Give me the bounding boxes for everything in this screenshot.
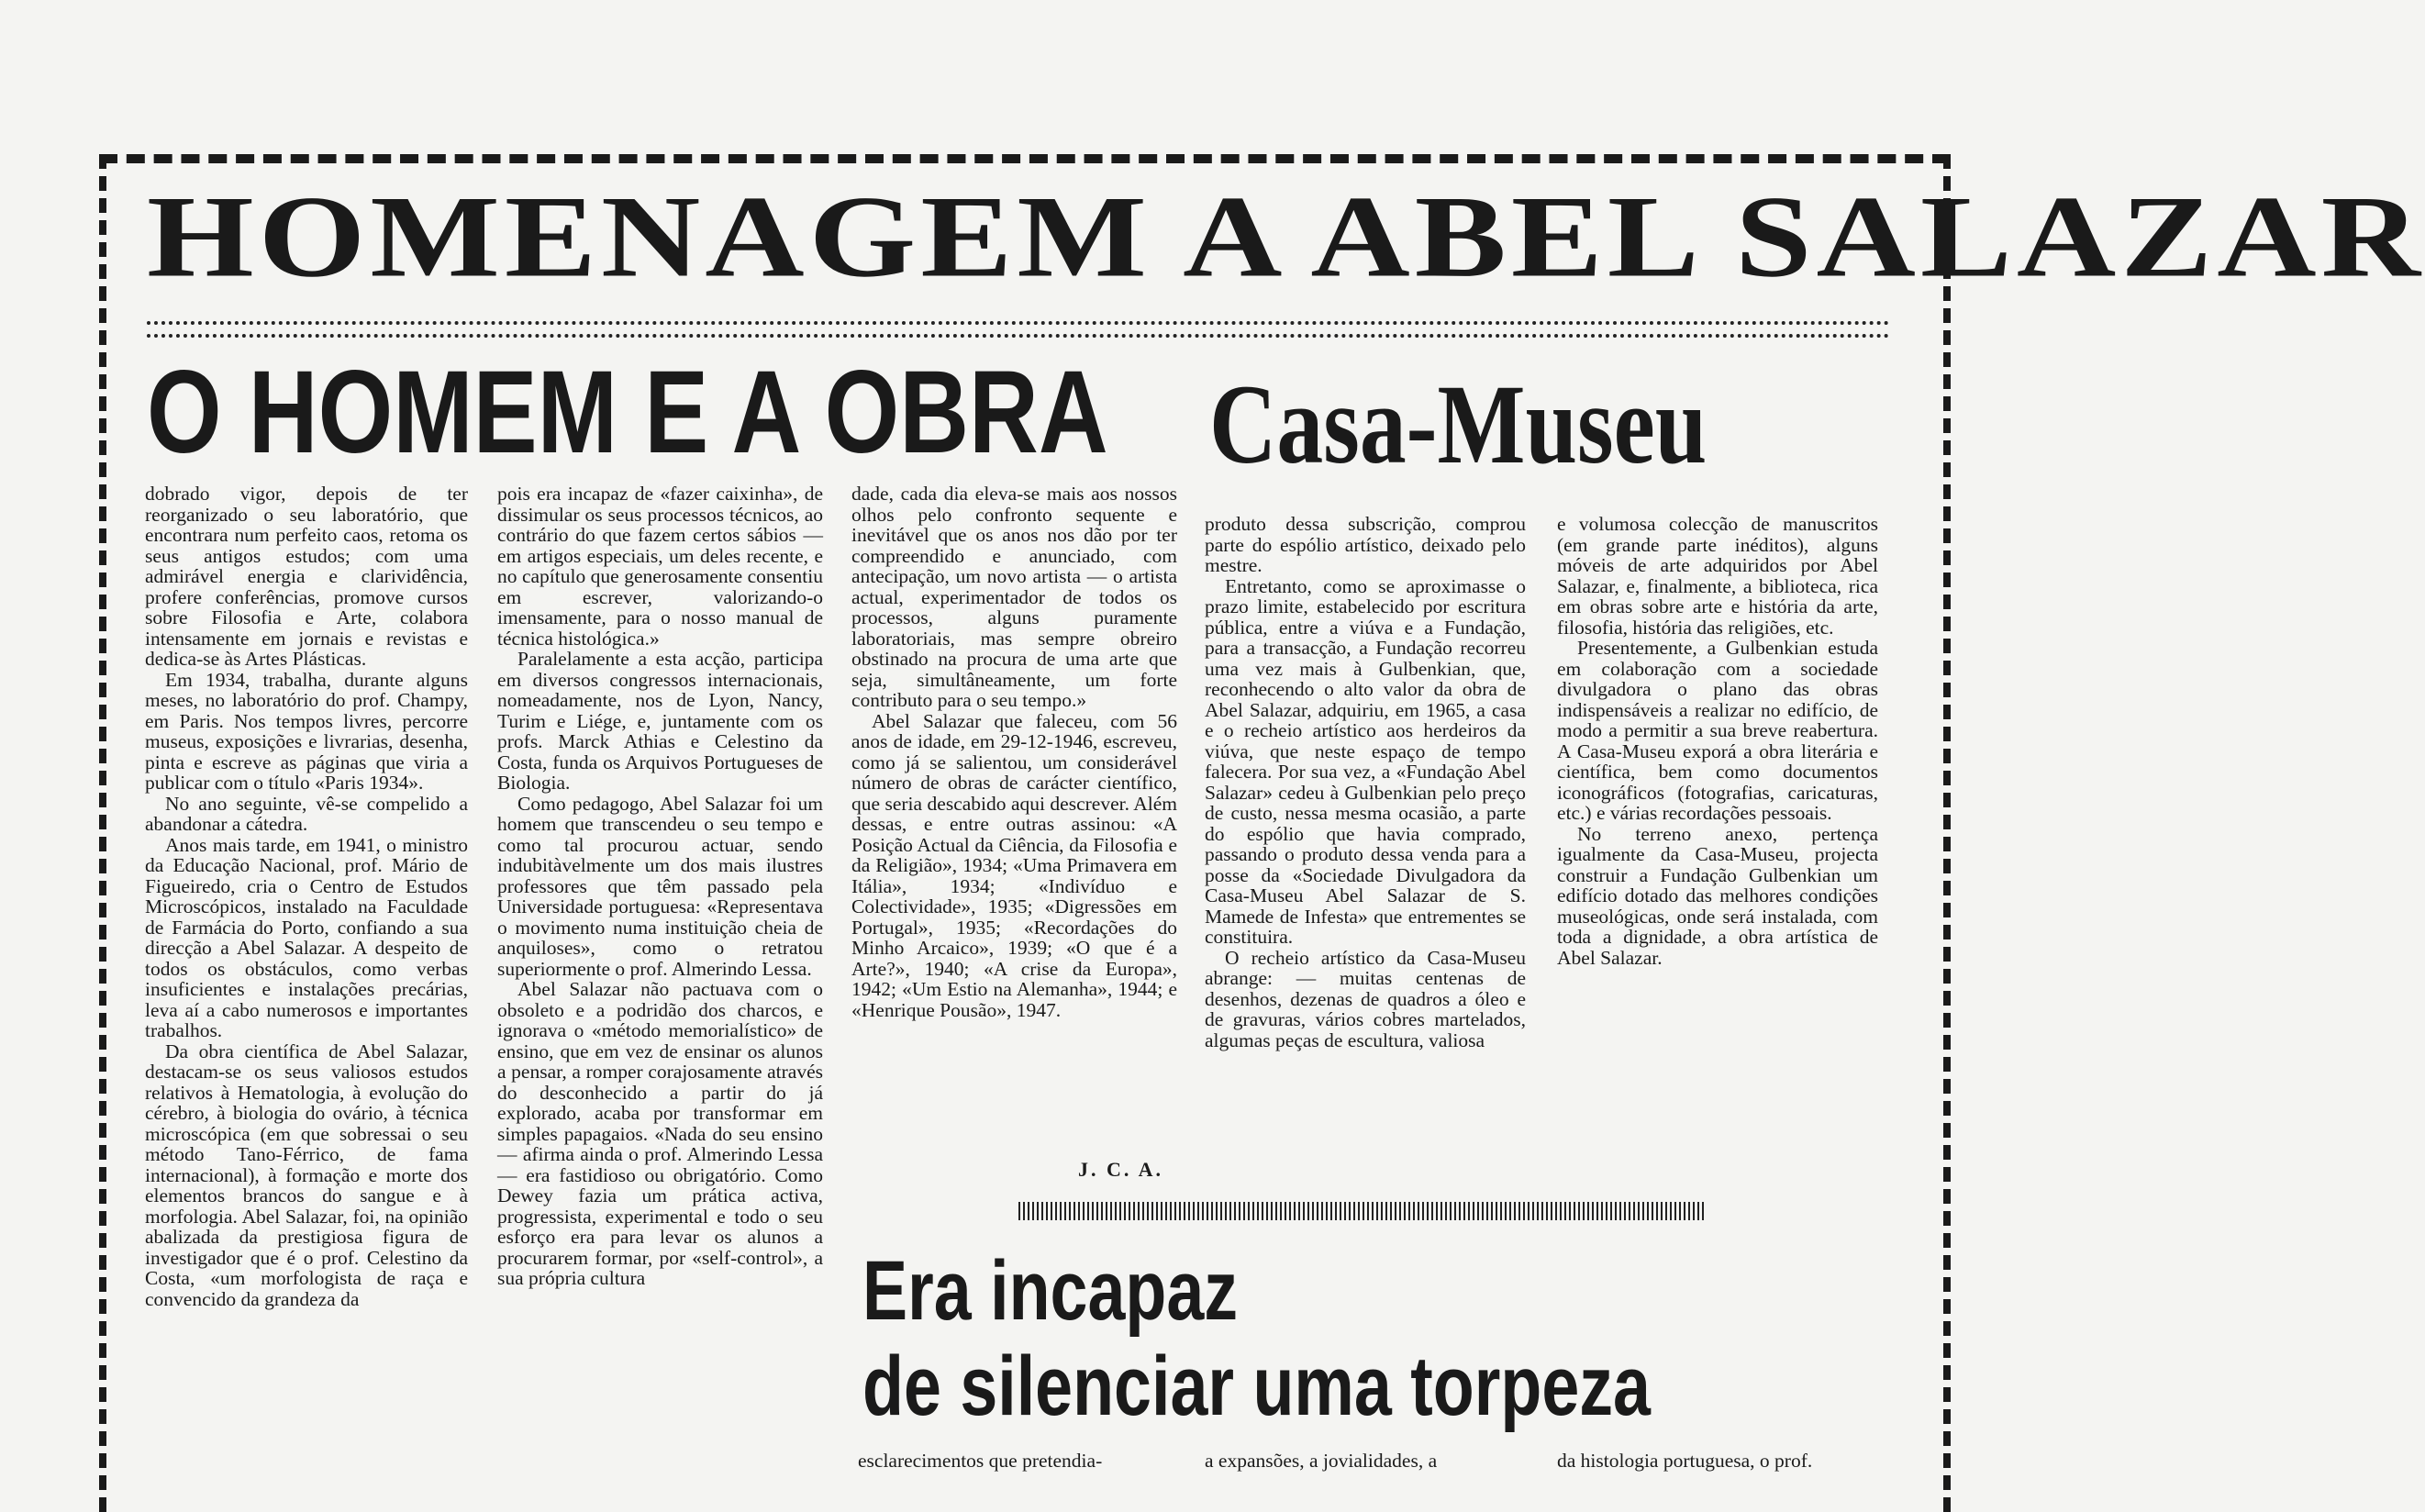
paragraph: produto dessa subscrição, comprou parte do espólio artístico, deixado pelo mestre. (1205, 513, 1526, 576)
second-headline (862, 1243, 1651, 1434)
paragraph: Anos mais tarde, em 1941, o ministro da Educação Nacional, prof. Mário de Figueiredo, cria o Centro de Estudos Microscópicos, instalado na Faculdade de Farmácia do Porto, confiando a sua direcção a Abel Salazar. A despeito de todos os obstáculos, como verbas insuficientes e instalações precárias, leva aí a cabo numerosos e importantes trabalhos. (145, 833, 468, 1041)
bottom-snippet-3: da histologia portuguesa, o prof. (1557, 1450, 1813, 1472)
column-3 (851, 484, 1177, 1153)
paragraph: O recheio artístico da Casa-Museu abrange: — muitas centenas de desenhos, dezenas de quadros a óleo e de gravuras, vários cobres martelados, algumas peças de escultura, valiosa (1205, 946, 1526, 1051)
paragraph: No ano seguinte, vê-se compelido a abandonar a cátedra. (145, 792, 468, 835)
headline-divider (147, 321, 1890, 338)
paragraph: Como pedagogo, Abel Salazar foi um homem que transcendeu o seu tempo e como tal procurou actuar, sendo indubitàvelmente um dos mais ilustres professores que têm passado pela Universidade portuguesa: «Representava o movimento numa instituição cheia de anquiloses», como o retratou superiormente o prof. Almerindo Lessa. (497, 792, 823, 980)
paragraph: Em 1934, trabalha, durante alguns meses, no laboratório do prof. Champy, em Paris. Nos tempos livres, percorre museus, exposições e livrarias, desenha, pinta e escreve as páginas que viria a publicar com o título «Paris 1934». (145, 668, 468, 794)
paragraph: dobrado vigor, depois de ter reorganizado o seu laboratório, que encontrara num perfeito caos, retoma os seus antigos estudos; com uma admirável energia e clarividência, profere conferências, promove cursos sobre Filosofia e Arte, colabora intensamente em jornais e revistas e dedica-se às Artes Plásticas. (145, 483, 468, 670)
column-4 (1205, 514, 1526, 1188)
paragraph: Abel Salazar não pactuava com o obsoleto e a podridão dos charcos, e ignorava o «método memorialístico» de ensino, que em vez de ensinar os alunos a pensar, a romper corajosamente através do desconhecido a partir do já explorado, acaba por transformar em simples papagaios. «Nada do seu ensino — afirma ainda o prof. Almerindo Lessa — era fastidioso ou obrigatório. Como Dewey fazia um prática activa, progressista, experimental e todo o seu esforço era para levar os alunos a procurarem formar, por «self-control», a sua própria cultura (497, 978, 823, 1289)
paragraph: Entretanto, como se aproximasse o prazo limite, estabelecido por escritura pública, entre a viúva e a Fundação, para a transacção, a Fundação recorreu uma vez mais à Gulbenkian, que, reconhecendo o alto valor da obra de Abel Salazar, adquiriu, em 1965, a casa e o recheio artístico aos herdeiros da viúva, que neste espaço de tempo falecera. Por sua vez, a «Fundação Abel Salazar» cedeu à Gulbenkian pelo preço de custo, nessa mesma ocasião, a parte do espólio que havia comprado, passando o produto dessa venda para a posse da «Sociedade Divulgadora da Casa-Museu Abel Salazar de S. Mamede de Infesta» que entrementes se constituira. (1205, 574, 1526, 948)
headline: HOMENAGEM A ABEL SALAZAR (147, 172, 2425, 302)
column-5 (1557, 514, 1878, 1188)
subhead-left: O HOMEM E A OBRA (147, 347, 1108, 478)
paragraph: dade, cada dia eleva-se mais aos nossos olhos pelo confronto sequente e inevitável que os anos nos dão por ter compreendido e anunciado, com antecipação, um novo artista — o artista actual, experimentador de todos os processos, alguns puramente laboratoriais, mas sempre obreiro obstinado na procura de uma arte que seja, simultâneamente, um forte contributo para o seu tempo.» (851, 483, 1177, 711)
separator-bar (1018, 1202, 1707, 1220)
column-2 (497, 484, 823, 1500)
paragraph: Presentemente, a Gulbenkian estuda em colaboração com a sociedade divulgadora o plano das obras indispensáveis a realizar no edifício, de modo a permitir a sua breve reabertura. A Casa-Museu exporá a obra literária e científica, bem como documentos iconográficos (fotografias, caricaturas, etc.) e várias recordações pessoais. (1557, 637, 1878, 824)
column-1 (145, 484, 468, 1500)
paragraph: pois era incapaz de «fazer caixinha», de dissimular os seus processos técnicos, ao contrário do que fazem certos sábios — em artigos especiais, um deles recente, e no capítulo que generosamente consentiu em escrever, valorizando-o imensamente, para o nosso manual de técnica histológica.» (497, 483, 823, 650)
bottom-snippet-1: esclarecimentos que pretendia- (858, 1450, 1103, 1472)
paragraph: Paralelamente a esta acção, participa em diversos congressos internacionais, nomeadamente, nos de Lyon, Nancy, Turim e Liége, e, juntamente com os profs. Marck Athias e Celestino da Costa, funda os Arquivos Portugueses de Biologia. (497, 648, 823, 794)
paragraph: Abel Salazar que faleceu, com 56 anos de idade, em 29-12-1946, escreveu, como já se salientou, um considerável número de obras de carácter científico, que seria descabido aqui descrever. Além dessas, e entre outras assinou: «A Posição Actual da Ciência, da Filosofia e da Religião», 1934; «Uma Primavera em Itália», 1934; «Indivíduo e Colectividade», 1935; «Digressões em Portugal», 1935; «Recordações do Minho Arcaico», 1939; «O que é a Arte?», 1940; «A crise da Europa», 1942; «Um Estio na Alemanha», 1944; e «Henrique Pousão», 1947. (851, 709, 1177, 1021)
second-headline-line-2: de silenciar uma torpeza (862, 1340, 1651, 1433)
paragraph: Da obra científica de Abel Salazar, destacam-se os seus valiosos estudos relativos à Hematologia, à evolução do cérebro, à biologia do ovário, à técnica microscópica (em que sobressai o seu método Tano-Férrico, de fama internacional), à formação e morte dos elementos brancos do sangue e à morfologia. Abel Salazar, foi, na opinião abalizada da prestigiosa figura de investigador que é o prof. Celestino da Costa, «um morfologista de raça e convencido da grandeza da (145, 1040, 468, 1310)
bottom-snippet-2: a expansões, a jovialidades, a (1205, 1450, 1438, 1472)
subhead-right: Casa-Museu (1209, 361, 1708, 487)
byline: J. C. A. (1078, 1158, 1164, 1181)
second-headline-line-1: Era incapaz (862, 1244, 1239, 1338)
paragraph: No terreno anexo, pertença igualmente da Casa-Museu, projecta construir a Fundação Gulbenkian um edifício dotado das melhores condições museológicas, onde será instalada, com toda a dignidade, a obra artística de Abel Salazar. (1557, 822, 1878, 969)
paragraph: e volumosa colecção de manuscritos (em grande parte inéditos), alguns móveis de arte adquiridos por Abel Salazar, e, finalmente, a biblioteca, rica em obras sobre arte e história da arte, filosofia, história das religiões, etc. (1557, 513, 1878, 639)
